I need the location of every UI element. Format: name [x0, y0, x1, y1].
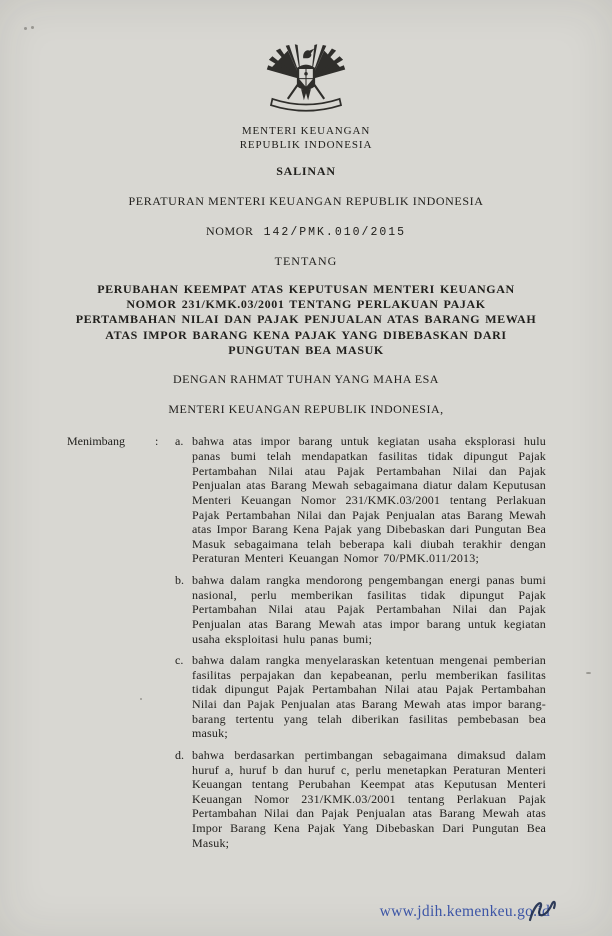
regulation-title: PERATURAN MENTERI KEUANGAN REPUBLIK INDONESIA [128, 193, 484, 208]
item-text: bahwa dalam rangka mendorong pengembangan energi panas bumi nasional, perlu memberikan fasilitas tidak dipungut Pajak Pertambahan Nilai atau Pajak Pertambahan Nilai dan Pajak Penjualan atas Barang Mewah atas impor barang untuk kegiatan usaha eksploitasi hulu panas bumi; [192, 573, 546, 646]
emblem [0, 0, 612, 116]
item-letter: c. [175, 653, 184, 668]
about-label: TENTANG [274, 253, 338, 268]
invocation: DENGAN RAHMAT TUHAN YANG MAHA ESA [173, 372, 439, 387]
scan-speck [31, 26, 34, 29]
issuer-line: MENTERI KEUANGAN REPUBLIK INDONESIA, [168, 402, 444, 417]
item-text: bahwa atas impor barang untuk kegiatan usaha eksplorasi hulu panas bumi telah mendapatkan fasilitas tidak dipungut Pajak Pertambahan Nilai atau Pajak Pertambahan Nilai dan Pajak Penjualan atas Barang Mewah sebagaimana diatur dalam Keputusan Menteri Keuangan Nomor 231/KMK.03/2001 tentang Perlakuan Pajak Pertambahan Nilai dan Pajak Penjualan atas Barang Mewah atas Impor Barang Kena Pajak yang Dibebaskan dari Pungutan Bea Masuk sebagaimana telah beberapa kali diubah terakhir dengan Peraturan Menteri Keuangan Nomor 70/PMK.011/2013; [192, 434, 546, 566]
considering-label: Menimbang [67, 434, 125, 449]
garuda-pancasila-icon [264, 44, 348, 116]
considering-item-c [175, 653, 546, 741]
item-letter: d. [175, 747, 184, 762]
copy-stamp: SALINAN [276, 163, 336, 178]
considering-item-b [175, 573, 546, 646]
scan-speck [24, 27, 27, 30]
item-text: bahwa dalam rangka menyelaraskan ketentuan mengenai pemberian fasilitas perpajakan dan kepabeanan, perlu memberikan fasilitas tidak dipungut Pajak Pertambahan Nilai atau Pajak Pertambahan Nilai dan Pajak Penjualan atas Barang Mewah atas impor barang-barang tertentu yang telah diberikan fasilitas pembebasan bea masuk; [192, 653, 546, 741]
number-value: 142/PMK.010/2015 [263, 225, 407, 239]
scan-speck [140, 698, 142, 700]
jdih-website-url: www.jdih.kemenkeu.go.id [379, 903, 550, 920]
item-letter: b. [175, 573, 184, 588]
scan-speck [586, 672, 591, 674]
considering-item-d [175, 748, 546, 850]
subject-title: PERUBAHAN KEEMPAT ATAS KEPUTUSAN MENTERI KEUANGAN NOMOR 231/KMK.03/2001 TENTANG PERLAKUAN PAJAK PERTAMBAHAN NILAI DAN PAJAK PENJUALAN ATAS BARANG MEWAH ATAS IMPOR BARANG KENA PAJAK YANG DIBEBASKAN DARI PUNGUTAN BEA MASUK [75, 281, 537, 358]
ministry-name: MENTERI KEUANGAN [241, 125, 371, 137]
regulation-number-line [0, 224, 612, 239]
considering-section [67, 434, 546, 857]
considering-items [175, 434, 546, 857]
item-text: bahwa berdasarkan pertimbangan sebagaimana dimaksud dalam huruf a, huruf b dan huruf c, perlu menetapkan Peraturan Menteri Keuangan tentang Perubahan Keempat atas Keputusan Menteri Keuangan Nomor 231/KMK.03/2001 tentang Perlakuan Pajak Pertambahan Nilai dan Pajak Penjualan atas Barang Mewah atas Impor Barang Kena Pajak Yang Dibebaskan Dari Pungutan Bea Masuk; [192, 747, 546, 850]
number-label: NOMOR [205, 223, 254, 238]
item-letter: a. [175, 434, 184, 449]
considering-item-a [175, 434, 546, 566]
considering-colon: : [155, 434, 159, 449]
ministry-country: REPUBLIK INDONESIA [239, 139, 373, 152]
